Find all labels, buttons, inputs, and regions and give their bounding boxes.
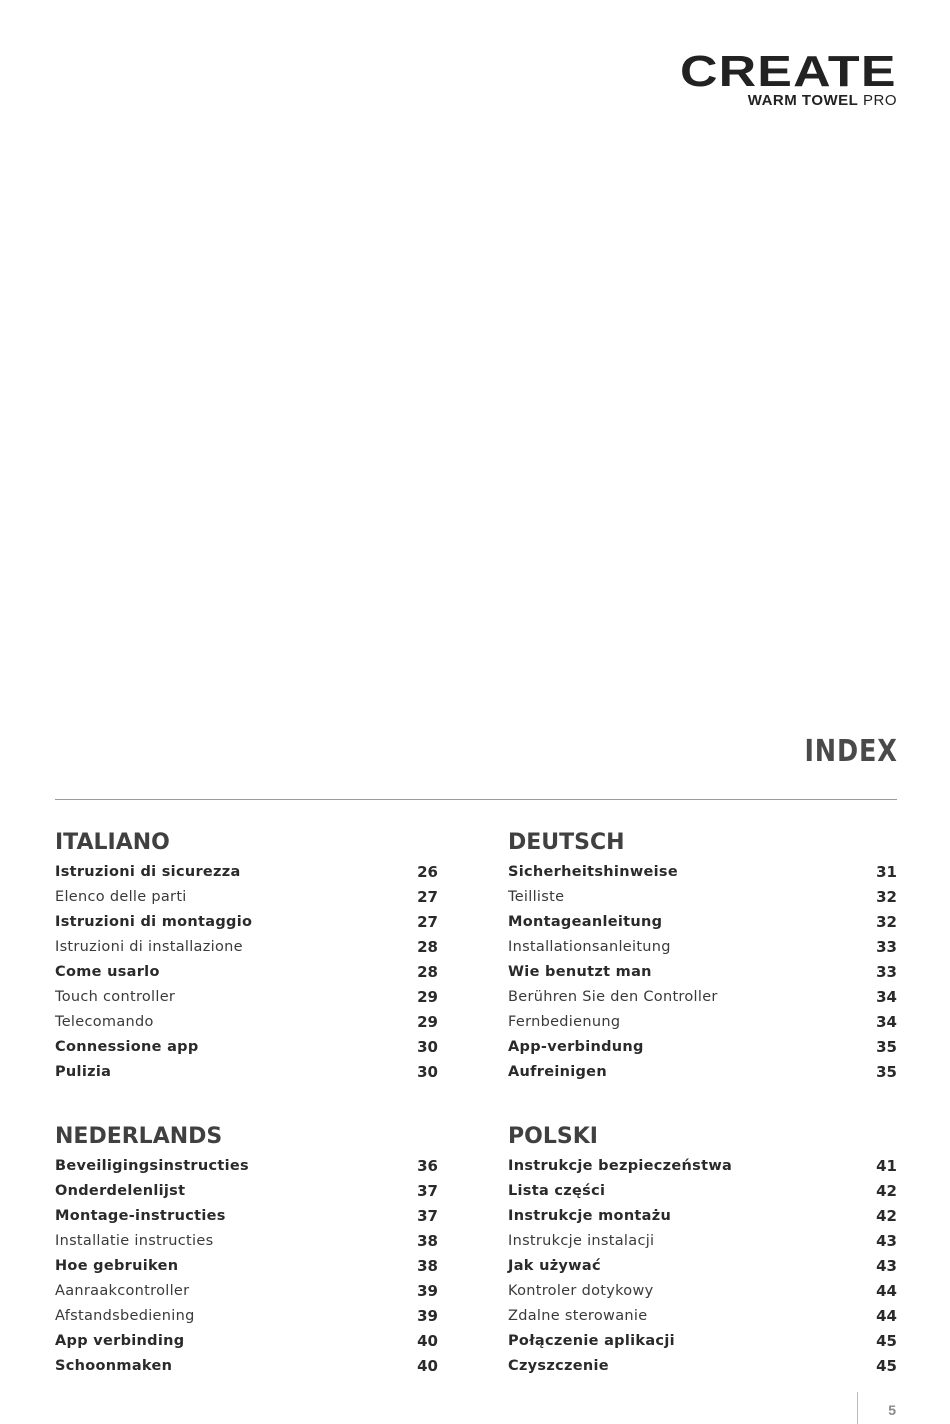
entry-label: Beveiligingsinstructies — [55, 1158, 249, 1174]
entry-label: Lista części — [508, 1183, 606, 1199]
entry-page-number: 32 — [876, 888, 897, 906]
entry-page-number: 33 — [876, 938, 897, 956]
entry-page-number: 45 — [876, 1332, 897, 1350]
entry-label: Kontroler dotykowy — [508, 1283, 654, 1299]
entry-page-number: 28 — [417, 938, 438, 956]
entry-page-number: 40 — [417, 1332, 438, 1350]
entry-page-number: 33 — [876, 963, 897, 981]
entry-label: Schoonmaken — [55, 1358, 173, 1374]
index-entry[interactable] — [508, 1010, 897, 1035]
entry-page-number: 34 — [876, 988, 897, 1006]
entry-label: Zdalne sterowanie — [508, 1308, 648, 1324]
entry-label: Berühren Sie den Controller — [508, 989, 718, 1005]
entry-page-number: 29 — [417, 1013, 438, 1031]
entry-page-number: 30 — [417, 1063, 438, 1081]
index-entry[interactable] — [508, 1204, 897, 1229]
index-entry[interactable] — [508, 960, 897, 985]
entry-page-number: 26 — [417, 863, 438, 881]
footer-divider — [857, 1392, 858, 1424]
index-entry[interactable] — [508, 1254, 897, 1279]
entry-label: Onderdelenlijst — [55, 1183, 186, 1199]
section-italiano — [55, 830, 438, 1085]
index-entry[interactable] — [55, 910, 438, 935]
entry-page-number: 28 — [417, 963, 438, 981]
entry-page-number: 32 — [876, 913, 897, 931]
entry-page-number: 43 — [876, 1232, 897, 1250]
entry-label: Sicherheitshinweise — [508, 864, 678, 880]
index-entry[interactable] — [55, 1035, 438, 1060]
entry-label: Instrukcje instalacji — [508, 1233, 655, 1249]
entry-label: Hoe gebruiken — [55, 1258, 179, 1274]
section-title: NEDERLANDS — [55, 1124, 223, 1149]
index-entry[interactable] — [508, 885, 897, 910]
section-title: DEUTSCH — [508, 830, 625, 855]
entry-page-number: 41 — [876, 1157, 897, 1175]
section-nederlands — [55, 1124, 438, 1379]
entry-page-number: 44 — [876, 1282, 897, 1300]
index-entry[interactable] — [508, 935, 897, 960]
index-entry[interactable] — [55, 1204, 438, 1229]
section-polski — [508, 1124, 897, 1379]
entry-page-number: 30 — [417, 1038, 438, 1056]
index-entry[interactable] — [55, 1229, 438, 1254]
logo-sub-light: PRO — [862, 92, 897, 109]
entry-page-number: 42 — [876, 1207, 897, 1225]
entry-label: Instrukcje montażu — [508, 1208, 672, 1224]
entry-label: App verbinding — [55, 1333, 185, 1349]
entry-label: Connessione app — [55, 1039, 199, 1055]
entry-page-number: 27 — [417, 913, 438, 931]
entry-page-number: 34 — [876, 1013, 897, 1031]
entry-page-number: 38 — [417, 1257, 438, 1275]
index-entry[interactable] — [508, 985, 897, 1010]
index-entry[interactable] — [55, 1329, 438, 1354]
entry-label: Aufreinigen — [508, 1064, 607, 1080]
index-entry[interactable] — [508, 1279, 897, 1304]
index-entry[interactable] — [55, 960, 438, 985]
entry-page-number: 45 — [876, 1357, 897, 1375]
index-entry[interactable] — [55, 935, 438, 960]
index-entry[interactable] — [508, 1154, 897, 1179]
section-title: ITALIANO — [55, 830, 170, 855]
entry-page-number: 36 — [417, 1157, 438, 1175]
entry-label: Połączenie aplikacji — [508, 1333, 675, 1349]
index-entry[interactable] — [508, 1329, 897, 1354]
section-deutsch — [508, 830, 897, 1085]
entry-page-number: 44 — [876, 1307, 897, 1325]
entry-label: Elenco delle parti — [55, 889, 187, 905]
entry-label: Jak używać — [508, 1258, 601, 1274]
entry-page-number: 38 — [417, 1232, 438, 1250]
index-entry[interactable] — [508, 1179, 897, 1204]
index-entry[interactable] — [55, 1254, 438, 1279]
entry-label: Touch controller — [55, 989, 176, 1005]
entry-page-number: 37 — [417, 1182, 438, 1200]
entry-label: Pulizia — [55, 1064, 112, 1080]
entry-page-number: 40 — [417, 1357, 438, 1375]
create-logo — [680, 47, 897, 109]
divider — [55, 799, 897, 800]
entry-label: Istruzioni di installazione — [55, 939, 243, 955]
entry-label: Come usarlo — [55, 964, 160, 980]
index-entry[interactable] — [508, 910, 897, 935]
entry-label: Installatie instructies — [55, 1233, 214, 1249]
index-entry[interactable] — [55, 1304, 438, 1329]
entry-label: Afstandsbediening — [55, 1308, 195, 1324]
entry-page-number: 42 — [876, 1182, 897, 1200]
page-number: 5 — [888, 1402, 896, 1418]
entry-label: Instrukcje bezpieczeństwa — [508, 1158, 733, 1174]
entry-label: Fernbedienung — [508, 1014, 621, 1030]
entry-page-number: 43 — [876, 1257, 897, 1275]
index-entry[interactable] — [508, 1229, 897, 1254]
entry-label: Telecomando — [55, 1014, 154, 1030]
index-entry[interactable] — [508, 1304, 897, 1329]
index-entry[interactable] — [55, 1354, 438, 1379]
index-title: INDEX — [804, 734, 898, 769]
index-entry[interactable] — [55, 1010, 438, 1035]
index-entry[interactable] — [508, 1354, 897, 1379]
entry-page-number: 37 — [417, 1207, 438, 1225]
logo-sub-bold: WARM TOWEL — [747, 92, 859, 109]
entry-label: Istruzioni di sicurezza — [55, 864, 241, 880]
entry-page-number: 35 — [876, 1063, 897, 1081]
entry-page-number: 31 — [876, 863, 897, 881]
section-title: POLSKI — [508, 1124, 598, 1149]
index-entry[interactable] — [508, 1035, 897, 1060]
index-entry[interactable] — [508, 1060, 897, 1085]
index-entry[interactable] — [55, 1279, 438, 1304]
entry-label: Istruzioni di montaggio — [55, 914, 253, 930]
index-entry[interactable] — [508, 860, 897, 885]
index-entry[interactable] — [55, 1154, 438, 1179]
entry-label: Montage-instructies — [55, 1208, 226, 1224]
entry-label: Aanraakcontroller — [55, 1283, 190, 1299]
entry-page-number: 35 — [876, 1038, 897, 1056]
entry-page-number: 39 — [417, 1282, 438, 1300]
entry-page-number: 29 — [417, 988, 438, 1006]
index-entry[interactable] — [55, 985, 438, 1010]
entry-label: Montageanleitung — [508, 914, 663, 930]
index-entry[interactable] — [55, 1060, 438, 1085]
entry-page-number: 39 — [417, 1307, 438, 1325]
index-entry[interactable] — [55, 1179, 438, 1204]
entry-label: Teilliste — [508, 889, 565, 905]
entry-label: Wie benutzt man — [508, 964, 652, 980]
logo-main-text: CREATE — [680, 47, 897, 96]
index-entry[interactable] — [55, 885, 438, 910]
entry-label: Czyszczenie — [508, 1358, 609, 1374]
entry-label: Installationsanleitung — [508, 939, 671, 955]
index-entry[interactable] — [55, 860, 438, 885]
entry-label: App-verbindung — [508, 1039, 644, 1055]
entry-page-number: 27 — [417, 888, 438, 906]
